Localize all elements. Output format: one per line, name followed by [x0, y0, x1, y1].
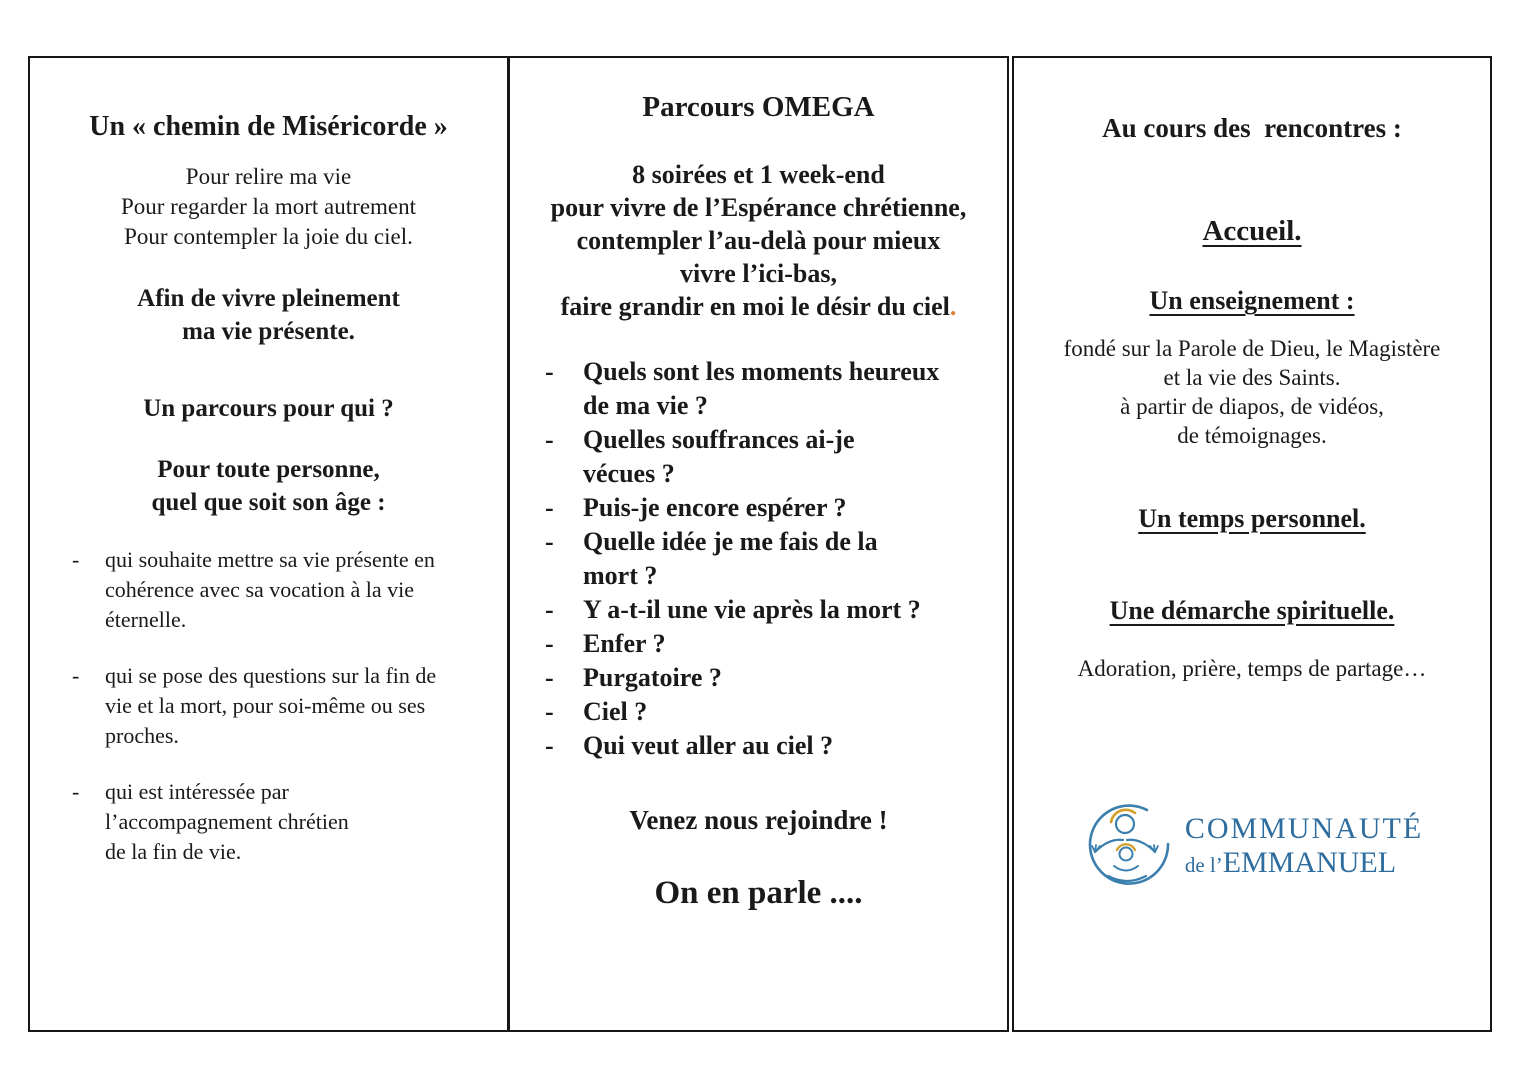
list-item-line: Ciel ?: [583, 697, 648, 726]
dash-bullet-icon: -: [72, 663, 80, 688]
list-item-line: Puis-je encore espérer ?: [583, 493, 847, 522]
list-item-text: [583, 491, 1007, 525]
emmanuel-logo: [1014, 800, 1490, 894]
panel-left: [28, 56, 509, 1032]
logo-line2-prefix: de l’: [1184, 853, 1223, 877]
list-item: [510, 491, 1007, 525]
enseignement-line: et la vie des Saints.: [1163, 365, 1341, 390]
accueil-heading: Accueil.: [1202, 215, 1302, 247]
list-item-text: [105, 545, 507, 635]
left-goal-line: ma vie présente.: [182, 318, 355, 345]
list-item-text: [583, 627, 1007, 661]
enseignement-line: à partir de diapos, de vidéos,: [1120, 394, 1384, 419]
list-item-line: de ma vie ?: [583, 391, 708, 420]
enseignement-line: de témoignages.: [1177, 423, 1327, 448]
center-intro-line-text: faire grandir en moi le désir du ciel: [560, 292, 950, 321]
list-item-line: Purgatoire ?: [583, 663, 722, 692]
left-bullet-list: [30, 545, 507, 867]
panel-right: [1012, 56, 1492, 1032]
dash-bullet-icon: -: [545, 731, 554, 760]
list-item-line: cohérence avec sa vocation à la vie: [105, 577, 415, 602]
list-item: [30, 545, 507, 635]
list-item: [510, 593, 1007, 627]
list-item-line: l’accompagnement chrétien: [105, 809, 349, 834]
left-goal-line: Afin de vivre pleinement: [137, 285, 400, 312]
left-intro: [30, 162, 507, 252]
logo-line1: COMMUNAUTÉ: [1184, 812, 1424, 845]
logo-line2: [1185, 846, 1423, 882]
list-item: [510, 627, 1007, 661]
list-item-text: [105, 661, 507, 751]
list-item-line: qui est intéressée par: [105, 779, 289, 804]
list-item-line: vécues ?: [583, 459, 675, 488]
list-item: [30, 661, 507, 751]
madonna-emblem-icon: [1081, 800, 1175, 894]
list-item: [30, 777, 507, 867]
list-item: [510, 661, 1007, 695]
list-item: [510, 423, 1007, 491]
right-title: Au cours des rencontres :: [1102, 113, 1402, 143]
logo-line2-caps: EMMANUEL: [1222, 846, 1397, 879]
left-goal: [30, 282, 507, 348]
list-item-line: mort ?: [583, 561, 658, 590]
list-item-text: [583, 593, 1007, 627]
center-intro: [510, 158, 1007, 323]
list-item: [510, 525, 1007, 593]
list-item-line: qui souhaite mettre sa vie présente en: [105, 547, 435, 572]
center-title: Parcours OMEGA: [642, 91, 875, 123]
dash-bullet-icon: -: [545, 357, 554, 386]
list-item-line: proches.: [105, 723, 179, 748]
list-item-line: Y a-t-il une vie après la mort ?: [583, 595, 921, 624]
list-item-text: [583, 729, 1007, 763]
list-item-line: Enfer ?: [583, 629, 666, 658]
left-intro-line: Pour regarder la mort autrement: [120, 194, 417, 219]
dash-bullet-icon: -: [72, 547, 80, 572]
logo-text: [1185, 812, 1423, 882]
demarche-heading: Une démarche spirituelle.: [1109, 596, 1395, 625]
center-intro-line: contempler l’au-delà pour mieux: [576, 226, 941, 255]
dash-bullet-icon: -: [545, 595, 554, 624]
dash-bullet-icon: -: [545, 527, 554, 556]
center-question-list: [510, 355, 1007, 763]
list-item-text: [583, 355, 1007, 423]
left-who-heading: Un parcours pour qui ?: [143, 395, 394, 422]
left-intro-line: Pour relire ma vie: [185, 164, 352, 189]
center-intro-line: [510, 290, 1007, 323]
dash-bullet-icon: -: [545, 663, 554, 692]
list-item-line: Quelles souffrances ai-je: [583, 425, 855, 454]
list-item-line: Qui veut aller au ciel ?: [583, 731, 834, 760]
list-item-line: Quels sont les moments heureux: [583, 357, 940, 386]
center-invite: Venez nous rejoindre !: [629, 805, 888, 835]
list-item: [510, 355, 1007, 423]
dash-bullet-icon: -: [545, 697, 554, 726]
list-item: [510, 695, 1007, 729]
list-item-text: [105, 777, 507, 867]
left-audience-line: Pour toute personne,: [157, 456, 380, 483]
list-item-text: [583, 661, 1007, 695]
left-intro-line: Pour contempler la joie du ciel.: [124, 224, 413, 249]
enseignement-heading: Un enseignement :: [1149, 286, 1355, 315]
dash-bullet-icon: -: [545, 629, 554, 658]
list-item-text: [583, 525, 1007, 593]
dash-bullet-icon: -: [545, 493, 554, 522]
dash-bullet-icon: -: [545, 425, 554, 454]
dash-bullet-icon: -: [72, 779, 80, 804]
adoration-line: Adoration, prière, temps de partage…: [1077, 656, 1427, 681]
accent-period: .: [949, 292, 957, 321]
left-audience: [30, 453, 507, 519]
left-title: Un « chemin de Miséricorde »: [89, 111, 448, 142]
list-item-line: qui se pose des questions sur la fin de: [105, 663, 437, 688]
list-item-text: [583, 695, 1007, 729]
list-item-line: de la fin de vie.: [105, 839, 242, 864]
list-item-line: éternelle.: [105, 607, 187, 632]
left-audience-line: quel que soit son âge :: [151, 489, 386, 516]
panel-center: [508, 56, 1009, 1032]
center-intro-line: 8 soirées et 1 week-end: [632, 160, 885, 189]
enseignement-line: fondé sur la Parole de Dieu, le Magistère: [1063, 336, 1441, 361]
list-item: [510, 729, 1007, 763]
list-item-line: vie et la mort, pour soi-même ou ses: [105, 693, 426, 718]
list-item-line: Quelle idée je me fais de la: [583, 527, 878, 556]
center-intro-line: pour vivre de l’Espérance chrétienne,: [550, 193, 967, 222]
enseignement-body: [1014, 334, 1490, 450]
temps-heading: Un temps personnel.: [1138, 504, 1366, 533]
center-closing: On en parle ....: [654, 875, 863, 911]
list-item-text: [583, 423, 1007, 491]
center-intro-line: vivre l’ici-bas,: [680, 259, 837, 288]
